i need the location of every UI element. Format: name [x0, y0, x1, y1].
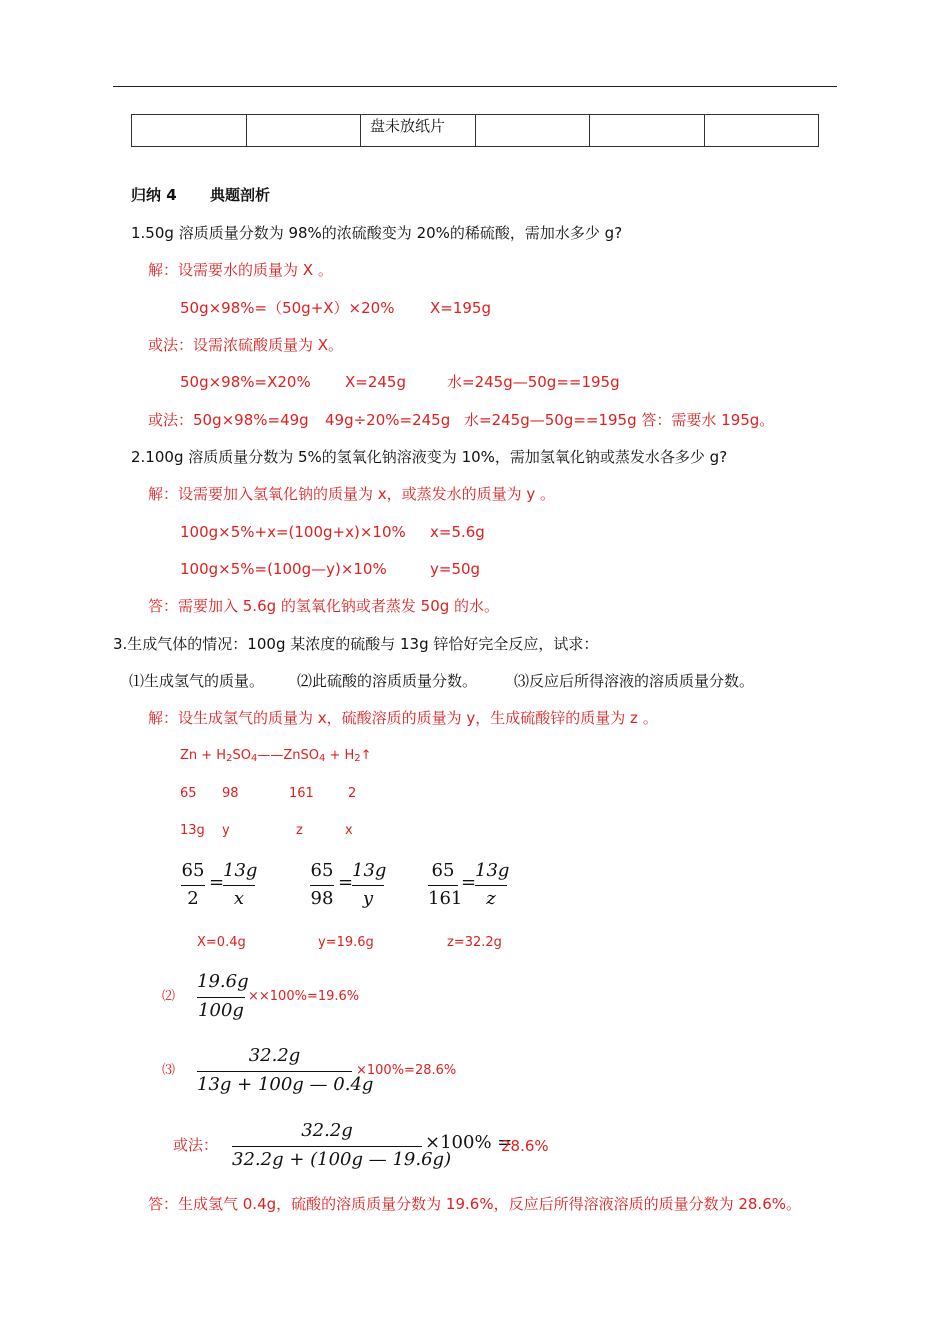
table-cell — [246, 115, 361, 147]
q1-equation-2: 50g×98%=X20% — [180, 373, 311, 391]
unknown-y: y — [222, 823, 230, 838]
q3-part-2: ⑵此硫酸的溶质质量分数。 — [297, 672, 478, 690]
molar-mass: 65 — [180, 786, 197, 801]
part2-result: ××100%=19.6% — [248, 989, 360, 1004]
alt-times: ×100% = — [425, 1132, 513, 1153]
q2-answer: 答：需要加入 5.6g 的氢氧化钠或者蒸发 50g 的水。 — [148, 597, 500, 615]
q3-answer: 答：生成氢气 0.4g，硫酸的溶质质量分数为 19.6%，反应后所得溶液溶质的质量分数为 28.6%。 — [148, 1195, 801, 1213]
part3-result: ×100%=28.6% — [356, 1063, 457, 1078]
result-z: z=32.2g — [447, 935, 502, 950]
q1-alt2-step1: 或法：50g×98%=49g — [148, 411, 309, 429]
molar-mass: 2 — [348, 786, 357, 801]
q1-alt-intro: 或法：设需浓硫酸质量为 X。 — [148, 336, 344, 354]
q1-equation-1: 50g×98%=（50g+X）×20% — [180, 299, 395, 317]
known-mass: 13g — [180, 823, 205, 838]
q3-solution-intro: 解：设生成氢气的质量为 x，硫酸溶质的质量为 y，生成硫酸锌的质量为 z 。 — [148, 709, 658, 727]
unknown-z: z — [296, 823, 303, 838]
section-label: 归纳 4 — [131, 186, 177, 204]
part3-fraction: 32.2g 13g + 100g — 0.4g — [197, 1045, 374, 1095]
q2-solution-intro: 解：设需要加入氢氧化钠的质量为 x，或蒸发水的质量为 y 。 — [148, 485, 556, 503]
part3-label: ⑶ — [162, 1063, 176, 1078]
chemical-equation: $Zn + H_2SO_4——ZnSO_4$ + $H_2↑$ — [180, 748, 372, 764]
q2-equation-1: 100g×5%+x=(100g+x)×10% — [180, 523, 406, 541]
molar-mass: 161 — [289, 786, 314, 801]
section-title: 典题剖析 — [210, 186, 271, 204]
alt-result: 28.6% — [501, 1137, 549, 1155]
header-rule — [113, 86, 837, 87]
q3-part-3: ⑶反应后所得溶液的溶质质量分数。 — [514, 672, 755, 690]
q1-solution-intro: 解：设需要水的质量为 X 。 — [148, 261, 333, 279]
table-fragment — [131, 114, 819, 147]
q1-result-1: X=195g — [430, 299, 491, 317]
result-y: y=19.6g — [318, 935, 374, 950]
part2-fraction: 19.6g 100g — [197, 971, 249, 1021]
table-cell: 盘未放纸片 — [361, 115, 476, 147]
alt-label: 或法： — [173, 1136, 219, 1154]
table-cell — [590, 115, 705, 147]
q1-question: 1.50g 溶质质量分数为 98%的浓硫酸变为 20%的稀硫酸，需加水多少 g? — [131, 224, 623, 242]
q1-water-calc: 水=245g—50g==195g — [447, 373, 620, 391]
q3-question: 3.生成气体的情况：100g 某浓度的硫酸与 13g 锌恰好完全反应，试求： — [113, 635, 599, 653]
q2-question: 2.100g 溶质质量分数为 5%的氢氧化钠溶液变为 10%，需加氢氧化钠或蒸发水各多少 g? — [131, 448, 728, 466]
table-cell — [132, 115, 247, 147]
q1-alt2-step2: 49g÷20%=245g — [325, 411, 451, 429]
q1-result-2: X=245g — [345, 373, 406, 391]
q1-alt2-answer: 水=245g—50g==195g 答：需要水 195g。 — [464, 411, 775, 429]
table-row — [132, 115, 819, 147]
result-x: X=0.4g — [197, 935, 246, 950]
table-cell — [475, 115, 590, 147]
table-cell — [704, 115, 819, 147]
part2-label: ⑵ — [162, 989, 176, 1004]
q2-equation-2: 100g×5%=(100g—y)×10% — [180, 560, 387, 578]
molar-mass: 98 — [222, 786, 239, 801]
q3-part-1: ⑴生成氢气的质量。 — [129, 672, 265, 690]
q2-result-2: y=50g — [430, 560, 481, 578]
alt-fraction: 32.2g 32.2g + (100g — 19.6g) — [232, 1120, 452, 1170]
unknown-x: x — [345, 823, 353, 838]
q2-result-1: x=5.6g — [430, 523, 485, 541]
